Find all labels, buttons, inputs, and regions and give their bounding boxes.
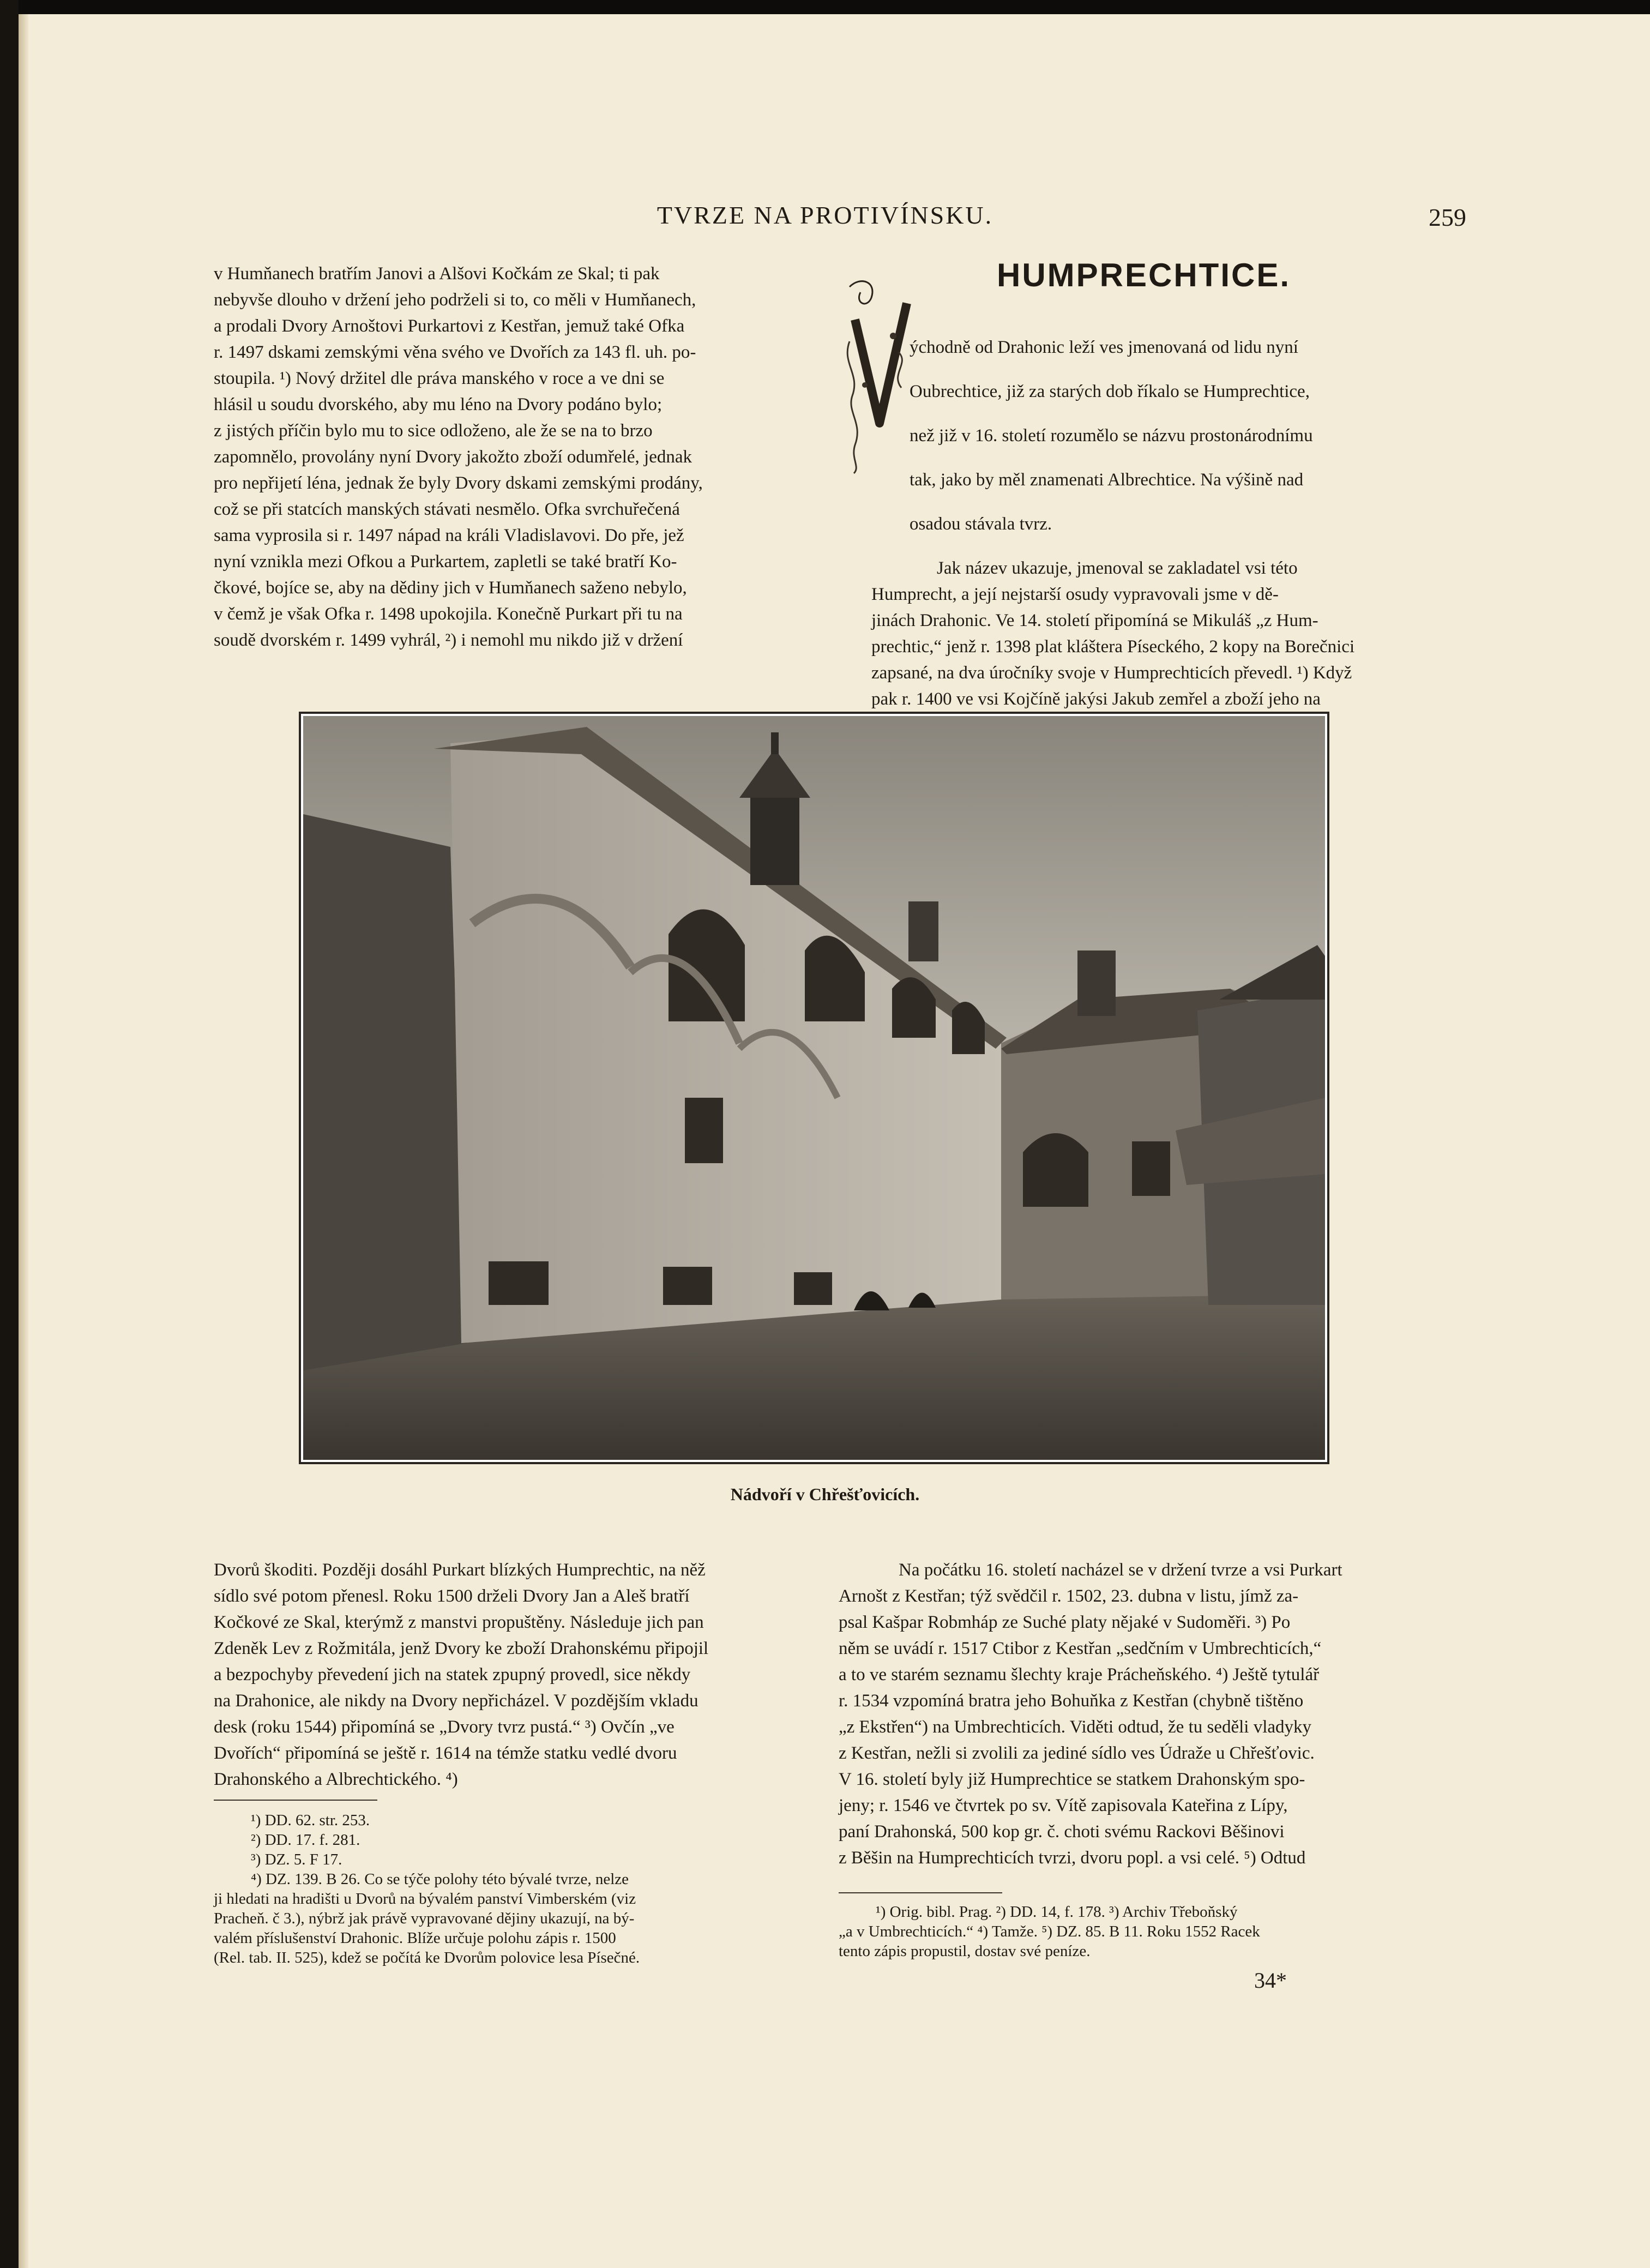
text-line: v čemž je však Ofka r. 1498 upokojila. Konečně Purkart při tu na [214, 604, 683, 624]
scan-top-border [0, 0, 1650, 14]
right-column-bottom [839, 1557, 1411, 1871]
text-line: tak, jako by měl znamenati Albrechtice. Na výšině nad [910, 470, 1304, 490]
footnotes-left-long [214, 1869, 786, 1968]
footnote: valém příslušenství Drahonic. Blíže určuje polohu zápis r. 1500 [214, 1929, 616, 1947]
text-line: desk (roku 1544) připomíná se „Dvory tvrz pustá.“ ³) Ovčín „ve [214, 1717, 675, 1737]
text-line: Humprecht, a její nejstarší osudy vypravovali jsme v dě- [871, 585, 1279, 604]
text-line: paní Drahonská, 500 kop gr. č. choti svému Rackovi Běšinovi [839, 1822, 1285, 1842]
text-line: z Běšin na Humprechticích tvrzi, dvoru popl. a vsi celé. ⁵) Odtud [839, 1848, 1306, 1868]
indented-block [839, 334, 1411, 537]
text-line: z jistých příčin bylo mu to sice odloženo, ale že se na to brzo [214, 421, 653, 441]
left-column-top [214, 261, 786, 653]
text-line: Arnošt z Kestřan; týž svědčil r. 1502, 23. dubna v listu, jímž za- [839, 1586, 1299, 1606]
text-line: pak r. 1400 ve vsi Kojčíně jakýsi Jakub zemřel a zboží jeho na [871, 689, 1321, 709]
courtyard-photo-frame [299, 712, 1329, 1464]
text-line: a prodali Dvory Arnoštovi Purkartovi z Kestřan, jemuž také Ofka [214, 316, 685, 336]
text-line: prechtic,“ jenž r. 1398 plat kláštera Píseckého, 2 kopy na Borečnici [871, 637, 1355, 657]
text-line: hlásil u soudu dvorského, aby mu léno na Dvory podáno bylo; [214, 395, 663, 414]
footnote: ²) DD. 17. f. 281. [251, 1831, 360, 1849]
footnote: „a v Umbrechticích.“ ⁴) Tamže. ⁵) DZ. 85. B 11. Roku 1552 Racek [839, 1923, 1260, 1940]
text-line: sídlo své potom přenesl. Roku 1500 drželi Dvory Jan a Aleš bratří [214, 1586, 690, 1606]
running-header: TVRZE NA PROTIVÍNSKU. [657, 201, 993, 229]
text-line: a bezpochyby převedení jich na statek zpupný provedl, sice někdy [214, 1665, 691, 1685]
courtyard-photograph [303, 716, 1325, 1460]
text-line: V 16. století byly již Humprechtice se statkem Drahonským spo- [839, 1770, 1305, 1789]
footnote-rule-left [214, 1800, 377, 1801]
footnotes-right [839, 1902, 1411, 1961]
text-line: čkové, bojíce se, aby na dědiny jich v Humňanech saženo nebylo, [214, 578, 687, 598]
text-line: což se při statcích manských stávati nesmělo. Ofka svrchuřečená [214, 500, 680, 519]
text-line: z Kestřan, nežli si zvolili za jediné sídlo ves Údraže u Chřešťovic. [839, 1743, 1315, 1763]
text-line: nyní vznikla mezi Ofkou a Purkartem, zapletli se také bratří Ko- [214, 552, 677, 571]
footnotes-left-short [251, 1810, 578, 1869]
text-line: „z Ekstřen“) na Umbrechticích. Viděti odtud, že tu seděli vladyky [839, 1717, 1312, 1737]
right-column-top [839, 316, 1411, 765]
text-line: na Drahonice, ale nikdy na Dvory nepřicházel. V pozdějším vkladu [214, 1691, 698, 1711]
footnote: (Rel. tab. II. 525), kdež se počítá ke Dvorům polovice lesa Písečné. [214, 1949, 640, 1966]
text-line: r. 1497 dskami zemskými věna svého ve Dvořích za 143 fl. uh. po- [214, 342, 696, 362]
text-line: Oubrechtice, již za starých dob říkalo se Humprechtice, [910, 382, 1310, 401]
footnote: tento zápis propustil, dostav své peníze. [839, 1942, 1091, 1960]
footnote-rule-right [839, 1892, 1002, 1893]
text-line: Drahonského a Albrechtického. ⁴) [214, 1770, 458, 1789]
text-line: Jak název ukazuje, jmenoval se zakladatel vsi této [937, 558, 1298, 578]
text-line: jinách Drahonic. Ve 14. století připomíná se Mikuláš „z Hum- [871, 611, 1318, 630]
text-line: soudě dvorském r. 1499 vyhrál, ²) i nemohl mu nikdo již v držení [214, 630, 683, 650]
text-line: Dvořích“ připomíná se ještě r. 1614 na témže statku vedlé dvoru [214, 1743, 677, 1763]
text-line: r. 1534 vzpomíná bratra jeho Bohuňka z Kestřan (chybně tištěno [839, 1691, 1304, 1711]
text-line: Na počátku 16. století nacházel se v držení tvrze a vsi Purkart [899, 1560, 1342, 1580]
page-edge-shadow [19, 14, 28, 2268]
footnote: ¹) DD. 62. str. 253. [251, 1812, 370, 1829]
text-line: ýchodně od Drahonic leží ves jmenovaná od lidu nyní [910, 338, 1298, 357]
text-line: stoupila. ¹) Nový držitel dle práva manského v roce a ve dni se [214, 369, 665, 388]
text-line: psal Kašpar Robmháp ze Suché platy nějaké v Sudoměři. ³) Po [839, 1613, 1291, 1632]
text-line: Kočkové ze Skal, kterýmž z manstvi propuštěny. Následuje jich pan [214, 1613, 704, 1632]
text-line: než již v 16. století rozumělo se názvu prostonárodnímu [910, 426, 1313, 446]
text-line: nebyvše dlouho v držení jeho podrželi si to, co měli v Humňanech, [214, 290, 696, 310]
text-line: sama vyprosila si r. 1497 nápad na králi Vladislavovi. Do pře, jež [214, 526, 684, 545]
section-heading: HUMPRECHTICE. [997, 257, 1291, 293]
footnote: ¹) Orig. bibl. Prag. ²) DD. 14, f. 178. ³) Archiv Třeboňský [876, 1903, 1238, 1921]
footnote: ji hledati na hradišti u Dvorů na bývalém panství Vimberském (viz [214, 1890, 636, 1908]
page-number: 259 [1429, 203, 1466, 231]
footnote: ³) DZ. 5. F 17. [251, 1851, 342, 1868]
text-line: jeny; r. 1546 ve čtvrtek po sv. Vítě zapisovala Kateřina z Lípy, [839, 1796, 1288, 1815]
text-line: zapsané, na dva úročníky svoje v Humprechticích převedl. ¹) Když [871, 663, 1352, 683]
scan-left-border [0, 0, 19, 2268]
text-line: zapomnělo, provolány nyní Dvory jakožto zboží odumřelé, jednak [214, 447, 692, 467]
footnote: ⁴) DZ. 139. B 26. Co se týče polohy této bývalé tvrze, nelze [251, 1870, 629, 1888]
footnote: Pracheň. č 3.), nýbrž jak právě vypravované dějiny ukazují, na bý- [214, 1910, 635, 1927]
text-line: pro nepřijetí léna, jednak že byly Dvory dskami zemskými prodány, [214, 473, 703, 493]
text-line: osadou stávala tvrz. [910, 514, 1052, 534]
text-line: něm se uvádí r. 1517 Ctibor z Kestřan „sedčním v Umbrechticích,“ [839, 1639, 1322, 1658]
text-line: Dvorů škoditi. Později dosáhl Purkart blízkých Humprechtic, na něž [214, 1560, 706, 1580]
left-column-bottom [214, 1557, 786, 1792]
text-line: v Humňanech bratřím Janovi a Alšovi Kočkám ze Skal; ti pak [214, 264, 660, 284]
text-line: a to ve starém seznamu šlechty kraje Prácheňského. ⁴) Ještě tytulář [839, 1665, 1320, 1685]
figure-caption: Nádvoří v Chřešťovicích. [730, 1484, 920, 1504]
text-line: Zdeněk Lev z Rožmitála, jenž Dvory ke zboží Drahonskému připojil [214, 1639, 709, 1658]
printer-signature: 34* [1254, 1968, 1287, 1993]
